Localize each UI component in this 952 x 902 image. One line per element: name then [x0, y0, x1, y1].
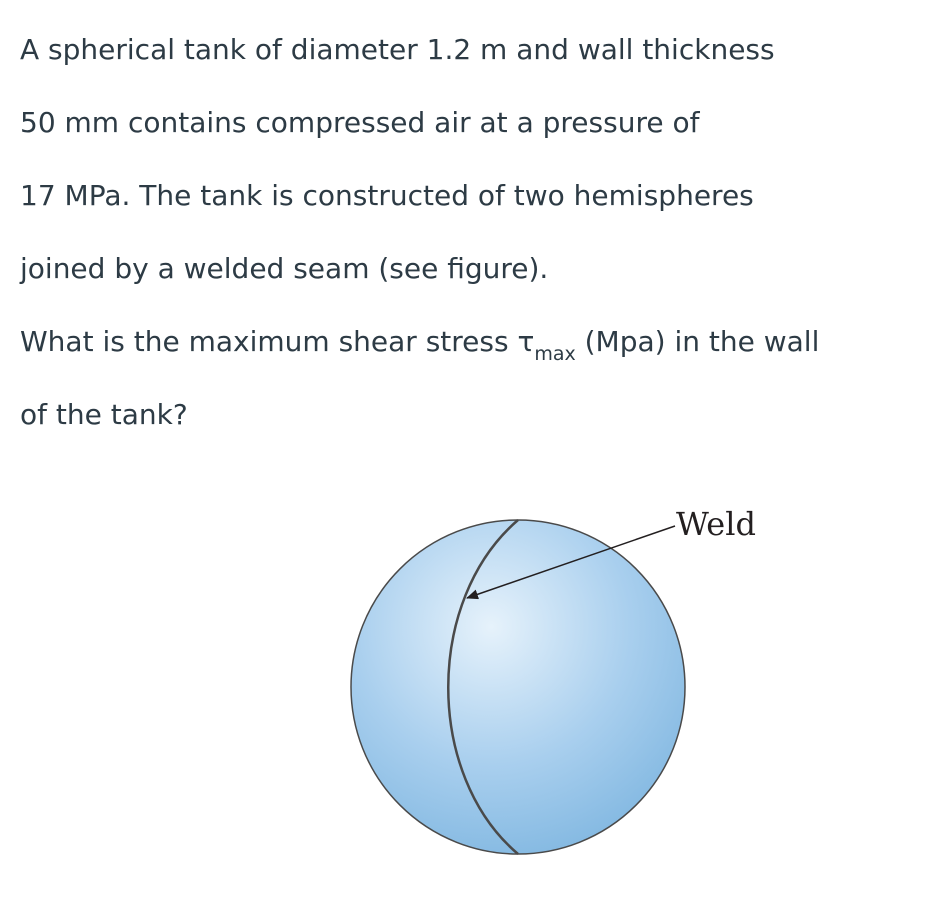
sphere-drawing — [330, 490, 790, 870]
tau-subscript: max — [534, 343, 576, 365]
question-line-1: A spherical tank of diameter 1.2 m and wall thickness — [20, 33, 775, 66]
question-line-4: joined by a welded seam (see figure). — [20, 252, 549, 285]
question-line-6: of the tank? — [20, 398, 188, 431]
question-line-3: 17 MPa. The tank is constructed of two hemispheres — [20, 179, 754, 212]
question-line-5-end: (Mpa) in the wall — [575, 325, 820, 358]
weld-label: Weld — [676, 505, 756, 543]
sphere-body — [351, 520, 685, 854]
question-line-2: 50 mm contains compressed air at a pressure of — [20, 106, 700, 139]
question-line-5 — [20, 322, 819, 365]
spherical-tank-figure — [330, 490, 790, 870]
question-line-5-start: What is the maximum shear stress τ — [20, 325, 535, 358]
